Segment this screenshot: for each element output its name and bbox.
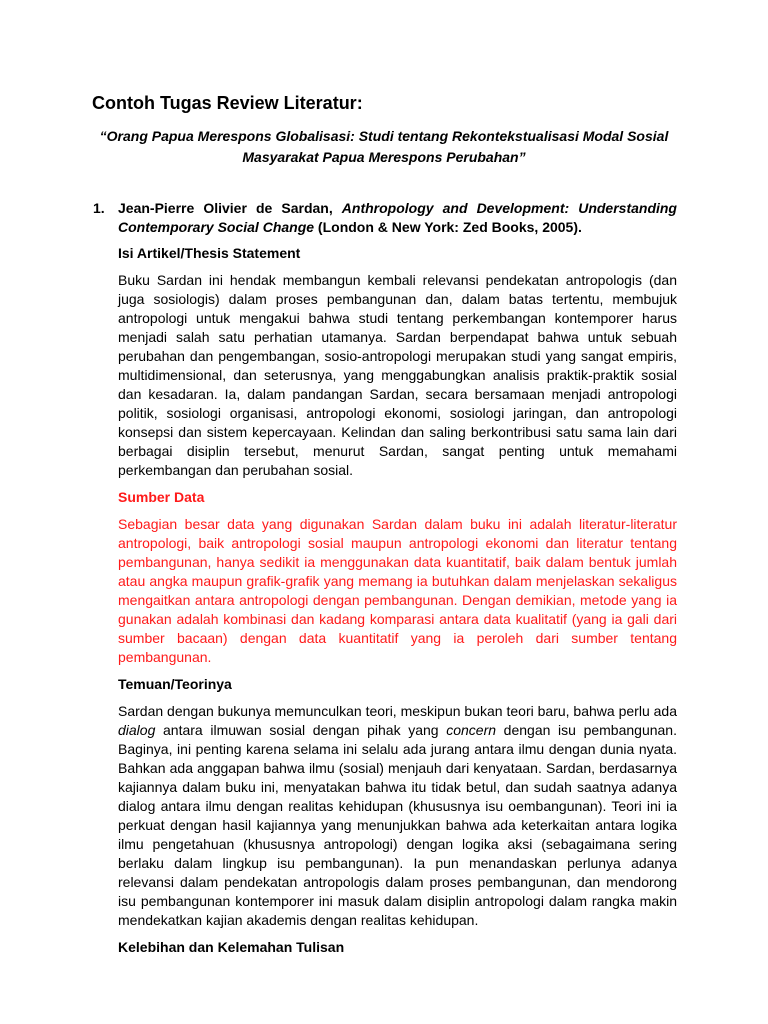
heading-thesis-statement: Isi Artikel/Thesis Statement	[118, 245, 301, 261]
citation-author: Jean-Pierre Olivier de Sardan,	[118, 200, 342, 216]
heading-sumber-data: Sumber Data	[118, 489, 205, 505]
temuan-emphasis-dialog: dialog	[118, 722, 156, 738]
review-item	[118, 199, 677, 965]
document-title: Contoh Tugas Review Literatur:	[92, 93, 363, 113]
heading-kelebihan-kelemahan: Kelebihan dan Kelemahan Tulisan	[118, 939, 345, 955]
document-subtitle: “Orang Papua Merespons Globalisasi: Studi tentang Rekontekstualisasi Modal Sosial Masyarakat Papua Merespons Perubahan”	[99, 128, 669, 165]
temuan-text-part-1: Sardan dengan bukunya memunculkan teori, meskipun bukan teori baru, bahwa perlu ada	[118, 703, 677, 719]
heading-temuan-teori: Temuan/Teorinya	[118, 676, 232, 692]
book-citation	[118, 199, 677, 237]
citation-publisher: (London & New York: Zed Books, 2005).	[314, 219, 582, 235]
paragraph-temuan-teori	[118, 702, 677, 930]
paragraph-thesis-statement: Buku Sardan ini hendak membangun kembali relevansi pendekatan antropologis (dan juga sosiologis) dalam proses pembangunan dan, dalam batas tertentu, membujuk antropologi untuk mengakui bahwa studi tentang perkembangan kontemporer harus menjadi salah satu perhatian utamanya. Sardan berpendapat bahwa untuk sebuah perubahan dan pengembangan, sosio-antropologi merupakan studi yang sangat empiris, multidimensional, dan seterusnya, yang menggabungkan analisis praktik-praktik sosial dan kesadaran. Ia, dalam pandangan Sardan, secara bersamaan menjadi antropologi politik, sosiologi organisasi, antropologi ekonomi, sosiologi jaringan, dan antropologi konsepsi dan sistem kepercayaan. Kelindan dan saling berkontribusi satu sama lain dari berbagai disiplin tersebut, menurut Sardan, sangat penting untuk memahami perkembangan dan perubahan sosial.	[118, 272, 677, 478]
paragraph-sumber-data: Sebagian besar data yang digunakan Sardan dalam buku ini adalah literatur-literatur antropologi, baik antropologi sosial maupun antropologi ekonomi dan literatur tentang pembangunan, hanya sedikit ia menggunakan data kuantitatif, baik dalam bentuk jumlah atau angka maupun grafik-grafik yang memang ia butuhkan dalam menjelaskan sekaligus mengaitkan antara antropologi dengan pembangunan. Dengan demikian, metode yang ia gunakan adalah kombinasi dan kadang komparasi antara data kualitatif (yang ia gali dari sumber bacaan) dengan data kuantitatif yang ia peroleh dari sumber tentang pembangunan.	[118, 516, 677, 665]
temuan-emphasis-concern: concern	[446, 722, 497, 738]
temuan-text-part-3: dengan isu pembangunan. Baginya, ini penting karena selama ini selalu ada jurang antara ilmu dengan dunia nyata. Bahkan ada anggapan bahwa ilmu (sosial) menjauh dari kenyataan. Sardan, berdasarnya kajiannya dalam buku ini, menyatakan bahwa itu tidak betul, dan sudah saatnya adanya dialog antara ilmu dengan realitas kehidupan (khususnya isu oembangunan). Teori ini ia perkuat dengan hasil kajiannya yang menunjukkan bahwa ada keterkaitan antara logika ilmu pengetahuan (khususnya antropologi) dengan logika aksi (sebagaimana sering berlaku dalam lingkup isu pembangunan). Ia pun menandaskan perlunya adanya relevansi dalam pendekatan antropologis dalam proses pembangunan, dan mendorong isu pembangunan kontemporer ini masuk dalam disiplin antropologi dalam rangka makin mendekatkan kajian akademis dengan realitas kehidupan.	[118, 722, 677, 928]
list-item-number: 1.	[93, 200, 105, 216]
citation-book-title: Anthropology and Development: Understanding Contemporary Social Change	[118, 200, 677, 235]
temuan-text-part-2: antara ilmuwan sosial dengan pihak yang	[155, 722, 447, 738]
